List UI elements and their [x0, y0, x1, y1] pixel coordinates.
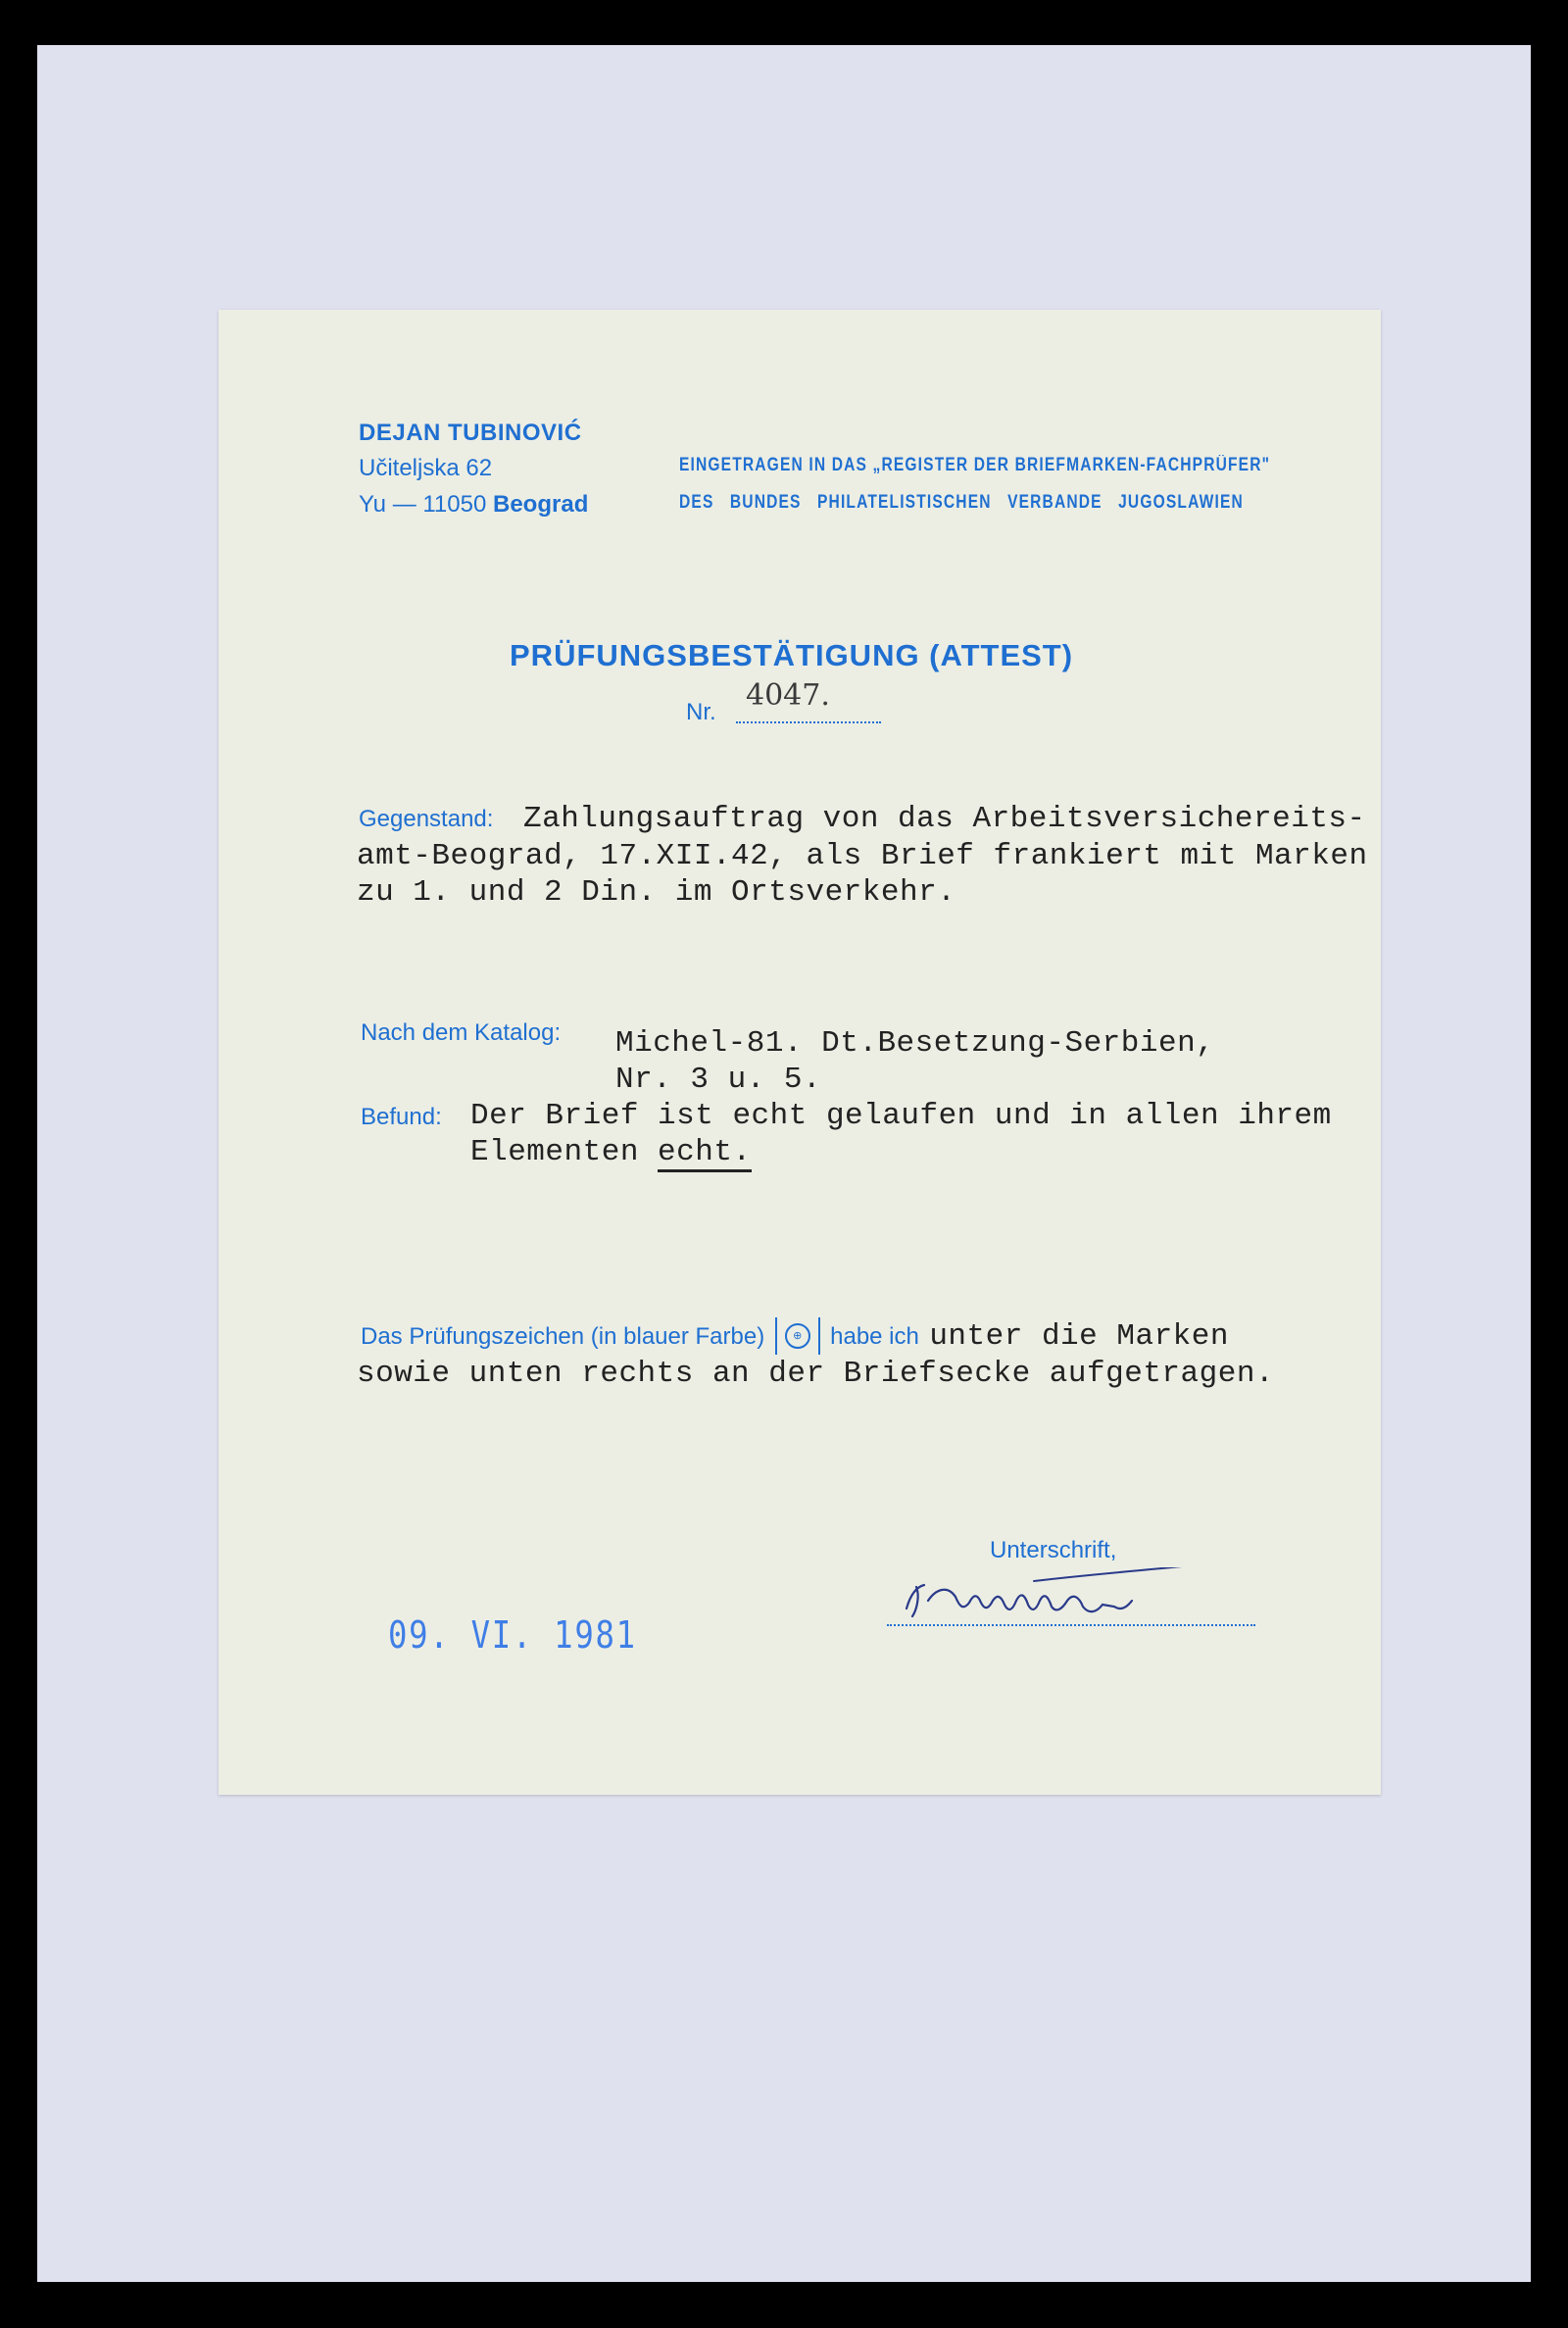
finding-line-2	[470, 1135, 752, 1169]
signature-dotted-line	[887, 1622, 1255, 1626]
mark-statement-line-1	[361, 1319, 1229, 1359]
certificate-title: PRÜFUNGSBESTÄTIGUNG (ATTEST)	[510, 638, 1074, 672]
mark-label-b: habe ich	[830, 1323, 919, 1350]
register-line-2: DES BUNDES PHILATELISTISCHEN VERBANDE JUGOSLAWIEN	[679, 492, 1244, 513]
finding-verdict: echt.	[658, 1135, 752, 1172]
mark-typed-text: unter die Marken	[929, 1319, 1229, 1354]
catalog-label: Nach dem Katalog:	[361, 1019, 562, 1046]
date-stamp: 09. VI. 1981	[388, 1613, 637, 1657]
subject-line-3: zu 1. und 2 Din. im Ortsverkehr.	[357, 875, 956, 910]
examiner-name: DEJAN TUBINOVIĆ	[359, 420, 582, 446]
certificate-number: 4047.	[746, 678, 830, 713]
number-label: Nr.	[686, 699, 716, 725]
examiner-street: Učiteljska 62	[359, 455, 493, 481]
finding-line-1: Der Brief ist echt gelaufen und in allen ihrem	[470, 1099, 1332, 1133]
subject-label: Gegenstand:	[359, 806, 494, 832]
city-name: Beograd	[493, 491, 589, 518]
finding-line-2-text: Elementen	[470, 1135, 659, 1169]
certificate-sheet	[219, 310, 1381, 1795]
city-prefix: Yu — 11050	[359, 491, 487, 518]
subject-line-2: amt-Beograd, 17.XII.42, als Brief frankiert mit Marken	[357, 839, 1368, 873]
examiner-city-line	[359, 491, 588, 519]
signature-label: Unterschrift,	[990, 1537, 1117, 1563]
number-dotted-line	[736, 719, 881, 723]
catalog-line-2: Nr. 3 u. 5.	[615, 1063, 822, 1097]
mark-statement-line-2: sowie unten rechts an der Briefsecke aufgetragen.	[357, 1357, 1275, 1391]
album-mount	[37, 45, 1531, 2282]
handwritten-signature	[887, 1567, 1210, 1626]
subject-line-1: Zahlungsauftrag von das Arbeitsversichereits-	[523, 802, 1366, 836]
register-line-1: EINGETRAGEN IN DAS „REGISTER DER BRIEFMARKEN-FACHPRÜFER"	[679, 455, 1271, 475]
examiner-mark-icon: ⊕	[775, 1317, 820, 1355]
catalog-line-1: Michel-81. Dt.Besetzung-Serbien,	[615, 1026, 1215, 1061]
mark-label-a: Das Prüfungszeichen (in blauer Farbe)	[361, 1323, 765, 1350]
finding-label: Befund:	[361, 1104, 442, 1130]
